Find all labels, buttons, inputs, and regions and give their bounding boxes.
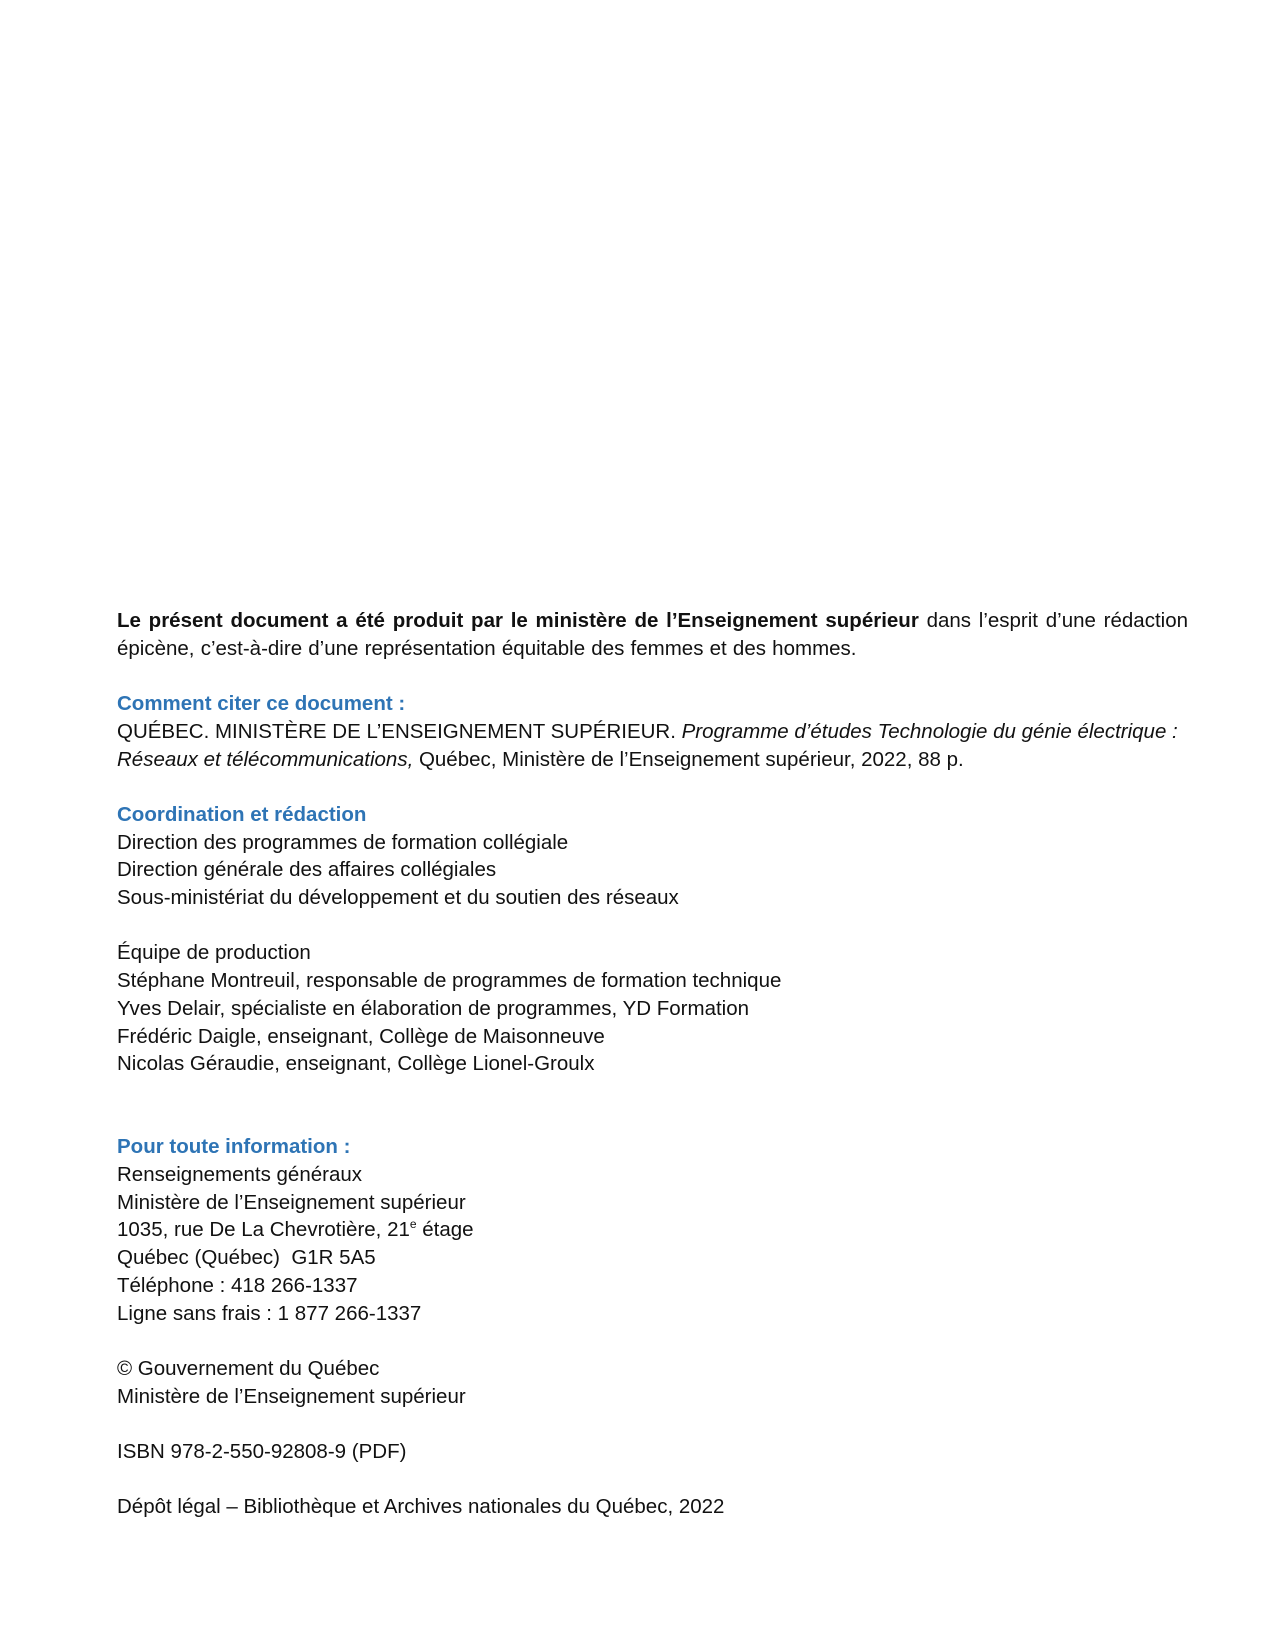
team-member: Nicolas Géraudie, enseignant, Collège Lionel-Groulx [117,1052,595,1076]
citation-heading: Comment citer ce document : [117,692,406,716]
info-general: Renseignements généraux [117,1163,363,1186]
info-ministry: Ministère de l’Enseignement supérieur [117,1190,466,1214]
citation-publisher: Québec, Ministère de l’Enseignement supérieur, 2022, 88 p. [413,747,964,771]
document-body [117,607,1188,1521]
intro-paragraph [117,607,1188,662]
citation-title: Programme d’études Technologie du génie électrique : Réseaux et télécommunications, [117,719,1178,771]
coordination-section [117,801,1188,912]
copyright-ministry: Ministère de l’Enseignement supérieur [117,1384,466,1408]
info-toll-free: Ligne sans frais : 1 877 266-1337 [117,1301,422,1325]
team-member: Yves Delair, spécialiste en élaboration de programmes, YD Formation [117,996,750,1020]
address-superscript: e [409,1217,417,1232]
production-team-title: Équipe de production [117,941,311,965]
info-address [117,1216,1188,1244]
coordination-heading: Coordination et rédaction [117,802,367,826]
information-section [117,1133,1188,1327]
citation-section [117,690,1188,773]
copyright-section [117,1355,1188,1410]
team-member: Stéphane Montreuil, responsable de programmes de formation technique [117,969,782,993]
address-start: 1035, rue De La Chevrotière, 21 [117,1218,410,1242]
intro-rest-text: dans l’esprit d’une rédaction épicène, c’est-à-dire d’une représentation équitable des femmes et des hommes. [117,609,1188,660]
citation-text [117,718,1188,773]
coordination-line: Sous-ministériat du développement et du soutien des réseaux [117,886,679,909]
coordination-line: Direction générale des affaires collégiales [117,858,497,882]
information-heading: Pour toute information : [117,1135,351,1159]
info-city: Québec (Québec) G1R 5A5 [117,1246,376,1270]
coordination-line: Direction des programmes de formation collégiale [117,830,569,854]
intro-bold-text: Le présent document a été produit par le ministère de l’Enseignement supérieur [117,609,919,632]
isbn: ISBN 978-2-550-92808-9 (PDF) [117,1440,407,1463]
info-phone: Téléphone : 418 266-1337 [117,1273,358,1297]
address-end: étage [416,1218,474,1242]
team-member: Frédéric Daigle, enseignant, Collège de Maisonneuve [117,1024,605,1048]
citation-author: QUÉBEC. MINISTÈRE DE L’ENSEIGNEMENT SUPÉRIEUR. [117,719,682,743]
legal-deposit: Dépôt légal – Bibliothèque et Archives nationales du Québec, 2022 [117,1495,725,1519]
copyright-line: © Gouvernement du Québec [117,1356,380,1380]
production-team-section [117,939,1188,1078]
